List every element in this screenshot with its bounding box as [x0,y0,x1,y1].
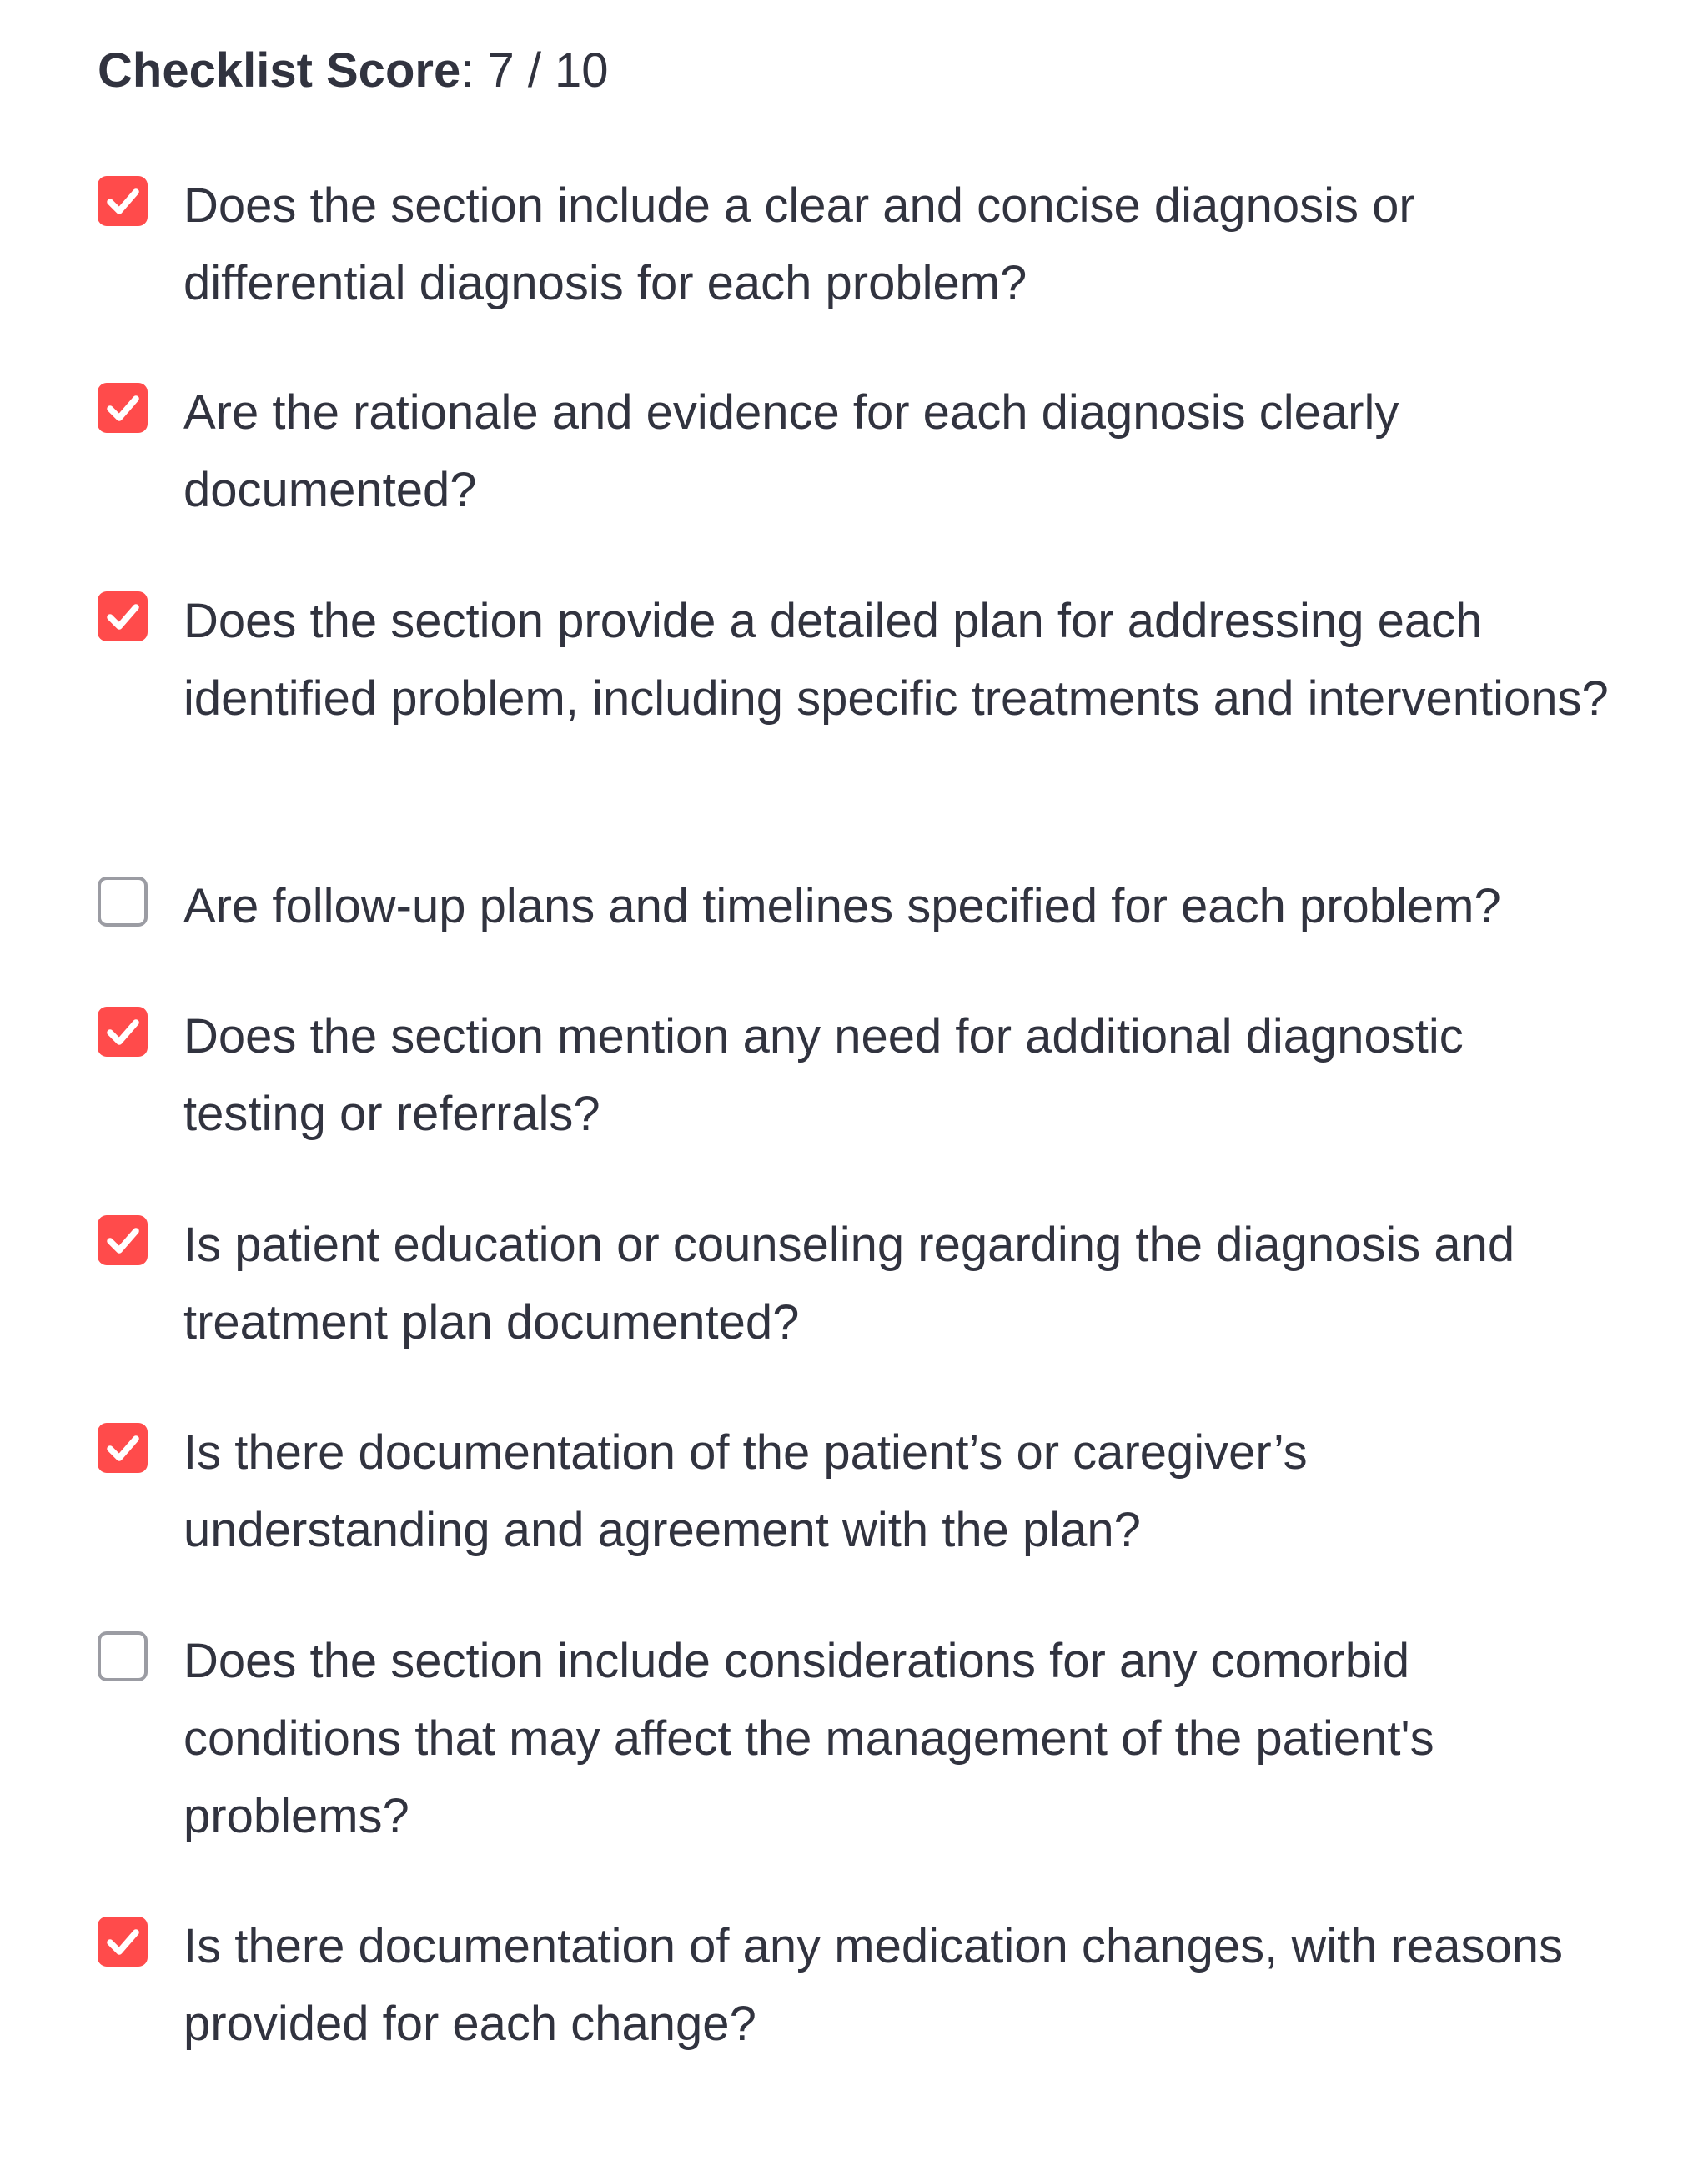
checklist-item-label: Does the section include considerations for any comorbid conditions that may affect the management of the patient's problems? [183,1634,1434,1843]
checkbox[interactable] [98,1631,148,1681]
checklist-item-label: Are follow-up plans and timelines specified for each problem? [183,879,1501,933]
checkbox[interactable] [98,1215,148,1265]
checkbox[interactable] [98,383,148,433]
checkbox[interactable] [98,176,148,226]
checkbox[interactable] [98,1007,148,1057]
checklist-item-label: Does the section include a clear and concise diagnosis or differential diagnosis for each problem? [183,178,1415,310]
checkmark-icon [98,1007,148,1057]
checklist-item-label: Are the rationale and evidence for each diagnosis clearly documented? [183,385,1399,517]
checklist-item-label: Is patient education or counseling regarding the diagnosis and treatment plan documented? [183,1218,1515,1349]
checkmark-icon [98,383,148,433]
checkmark-icon [98,1917,148,1967]
checklist-score-separator: : [460,43,475,98]
checkbox[interactable] [98,877,148,927]
checkmark-icon [98,176,148,226]
checklist-item-label: Is there documentation of the patient’s or caregiver’s understanding and agreement with the plan? [183,1425,1308,1557]
checkmark-icon [98,591,148,641]
checklist-item-label: Does the section mention any need for additional diagnostic testing or referrals? [183,1009,1464,1141]
checklist-score-label: Checklist Score [98,43,461,98]
checkbox[interactable] [98,591,148,641]
checkbox[interactable] [98,1423,148,1473]
checklist-score-value: 7 / 10 [487,43,609,98]
checklist-item-label: Does the section provide a detailed plan for addressing each identified problem, including specific treatments and interventions? [183,594,1609,726]
checkmark-icon [98,1423,148,1473]
checkbox[interactable] [98,1917,148,1967]
checklist-item-label: Is there documentation of any medication changes, with reasons provided for each change? [183,1919,1563,2051]
checkmark-icon [98,1215,148,1265]
